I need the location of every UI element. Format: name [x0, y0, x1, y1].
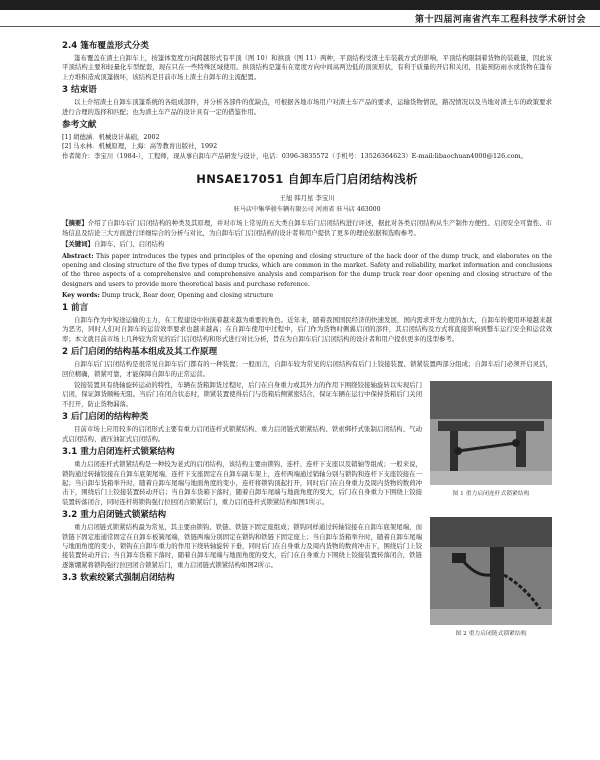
header-bar	[0, 0, 600, 10]
abstract-en	[62, 252, 552, 289]
article-authors: 王旭 韩月星 李宝川	[279, 194, 335, 203]
header-rule	[0, 26, 600, 27]
section-3-2-title: 3.2 重力启闭链式锁紧结构	[62, 510, 167, 521]
figure-2	[430, 517, 552, 641]
section-3-text: 目前市场上应用较多的启闭形式主要有重力启闭连杆式锁紧结构、重力启闭链式锁紧结构、铁索绑杆式张制启闭结构、气动式启闭结构、液压油缸式启闭结构。	[62, 425, 422, 443]
abstract-en-text: This paper introduces the types and principles of the opening and closing structure of the back door of the dump truck, and elaborates on the opening and closing structure of the five types of dump trucks, which are common in the market. Safety and reliability, market information and conclusions of the three aspects of a comprehensive and comprehensive analysis and comparison for the dump truck rear door opening and closing structure of the designers and users to provide more theoretical basis and purchase reference.	[62, 253, 552, 288]
author-note: 作者简介：李宝川（1984-），工程师，现从事自卸车产品研发与设计，电话：0396-3835572（手机号：13526364623）E-mail:libaochuan4000@126.com。	[62, 151, 528, 160]
section-3-1-text: 重力启闭连杆式锁紧结构是一种较为老式的启闭结构，该结构主要由锁钩、连杆、连杆下支座以及销轴等组成；一般来说，锁钩通过转轴铰接在自卸车底架尾端，连杆下支座固定在自卸车副车架上，连杆两端通过销轴分别与锁钩和连杆下支座铰接在一起；当自卸车货箱举升时，随着自卸车尾端与地面角度的变小，连杆将锁钩顶起打开，同时后门在自身重力及周内货物的数荷冲击下，围绕后门上铰接装置转动开启；当自卸车货箱下落时，随着自卸车尾端与地面角度的变大，后门在自身重力下围绕上铰接装置转落闭合，同时连杆将锁钩强行拉回闭合锁紧后门，重力启闭连杆式锁紧结构如图1所示。	[62, 460, 422, 506]
section-3-1-title: 3.1 重力启闭连杆式锁紧结构	[62, 447, 175, 458]
content	[62, 40, 553, 638]
section-3-3-title: 3.3 软索绞紧式强制启闭结构	[62, 573, 175, 584]
figure-2-illustration	[430, 517, 552, 625]
section-2-4-title: 2.4 篷布覆盖形式分类	[62, 41, 149, 51]
article-title: HNSAE17051 自卸车后门启闭结构浅析	[196, 172, 418, 187]
keywords-cn	[62, 240, 552, 250]
section-3-conclusion-text: 以上介绍渣土自卸车顶篷系统的各组成部件，并分析各部件的优缺点，可根据各地市场用户对渣土车产品的要求，运输货物情况，路况情况以及当地对渣土车的政策要求进行合理的选择和匹配；也为渣土车产品的设计具有一定的借鉴作用。	[62, 98, 552, 116]
keywords-en-text: Dump truck, Rear door, Opening and closing structure	[101, 291, 274, 299]
article-affiliation: 驻马店中集华骏车辆有限公司 河南省 驻马店 463000	[233, 206, 381, 214]
section-3-conclusion-title: 3 结束语	[62, 85, 97, 96]
references-title: 参考文献	[62, 120, 97, 131]
section-2-text-1: 自卸车后门启闭结构是很常见自卸车后门都有的一种装置；一般而言，自卸车较为常见的启闭结构有后门上铰接装置、锁紧装置两部分组成；自卸车后门必须开启灵活，回位精确，锁紧可靠，才能保障自卸车的正常运营。	[62, 360, 552, 378]
figure-2-photo	[430, 517, 552, 625]
abstract-text: 介绍了自卸车后门启闭结构的种类及其原理，并对市场上常见的五大类自卸车后门启闭结构进行评述，据此对各类启闭结构从生产制作方便性、启闭安全可靠性、市场信息及结论三大方面进行详细综合的分析与对比，为自卸车后门启闭结构的设计者和用户提供了更多的理论依据和选购参考。	[62, 219, 553, 237]
abstract-en-label: Abstract:	[62, 253, 94, 261]
abstract-label: 【摘要】	[62, 219, 88, 228]
abstract-cn	[62, 219, 552, 238]
two-column-region	[62, 381, 552, 638]
section-2-title: 2 后门启闭的结构基本组成及其工作原理	[62, 347, 218, 358]
figure-2-caption: 图 2 重力启闭链式锁紧结构	[455, 631, 527, 638]
keywords-label: 【关键词】	[62, 240, 94, 249]
section-1-text: 自卸车作为中短途运输的主力，在工程建设中扮演着越来越为重要的角色。近年来，随着我国国民经济的快速发展，国内需求开发力度的加大，自卸车的使用环境越来越为恶劣，同时人们对自卸车的运营效率要求也越来越高；在自卸车使用中过程中，后门作为货物时侧翼启闭的部件，其启闭结构及方式将直接影响到整车运行安全和运营效率；本文就目前市场上几种较为常见的后门启闭结构和形式进行对比分析，旨在为自卸车后门启闭结构的设计者和用户提供更多的选型参考。	[62, 316, 552, 343]
section-2-text-2: 铰接装置具有绕轴旋转运动的特性，车辆在货箱卸货过程时，后门在自身重力或其外力的作用下围绕铰接轴旋转以实现后门启闭，保证卸货顺畅无阻。当后门在闭合状态时，锁紧装置使得后门与货箱后侧紧密结合，保证车辆在运行中保持货箱后门关闭不打开，防止货物漏落。	[62, 381, 422, 408]
figure-1-photo	[430, 381, 552, 485]
reference-item: [1] 胡德涵．机械设计基础，2002	[62, 133, 160, 142]
figure-1	[430, 381, 552, 499]
section-3-title: 3 后门启闭的结构种类	[62, 412, 149, 423]
keywords-text: 自卸车、后门、启闭结构	[93, 240, 165, 249]
section-1-title: 1 前言	[62, 303, 89, 314]
keywords-en-label: Key words:	[62, 291, 100, 299]
journal-header: 第十四届河南省汽车工程科技学术研讨会	[414, 15, 586, 25]
keywords-en	[62, 291, 552, 300]
left-column	[62, 381, 422, 584]
section-2-4-text: 篷布覆盖在渣土自卸车上，按篷体宽度方向跨越形式有平顶（图 10）和拱顶（图 11）两种，平顶结构受渣土车装载方式的影响，平顶结构限制着货物的装载量，因此该平顶结构主要和轻量化车型配套，现在只在一些特殊区域使用。拱顶结构是篷布在宽度方向中间高两边低的顶顶形状，有利于质量的开启和关闭，且能预防雨水或货物在篷布上方堆积造成顶篷损坏，该结构是目前市场上渣土自卸车的主流配置。	[62, 54, 552, 81]
figure-1-illustration	[430, 381, 552, 485]
section-3-2-text: 重力启闭链式锁紧结构最为常见，其主要由锁钩、铁链、铁链下固定座组成；锁钩同样通过转轴铰接在自卸车底架尾端，而铁链下固定座通常固定在自卸车板簧尾端，铁链两端分别固定在锁钩和铁链下固定座上；当自卸车货箱举升时，随着自卸车尾端与地面角度的变小，锁钩在自卸车重力的作用下绕转轴旋转下垂，同时后门在自身重力及周内货物的数荷冲击下，围绕后门上铰接装置转动开启；当自卸车货箱下落时，随着自卸车尾端与地面角度的变大，后门在自身重力下围绕上铰接装置转落闭合，铁链逐渐绷紧将锁钩强行拉回闭合锁紧后门，重力启闭链式锁紧结构如图2所示。	[62, 523, 422, 569]
reference-item: [2] 马永林．机械原理，上海：高等教育出版社，1992	[62, 142, 218, 151]
figure-1-caption: 图 1 重力启闭连杆式锁紧结构	[452, 491, 530, 498]
